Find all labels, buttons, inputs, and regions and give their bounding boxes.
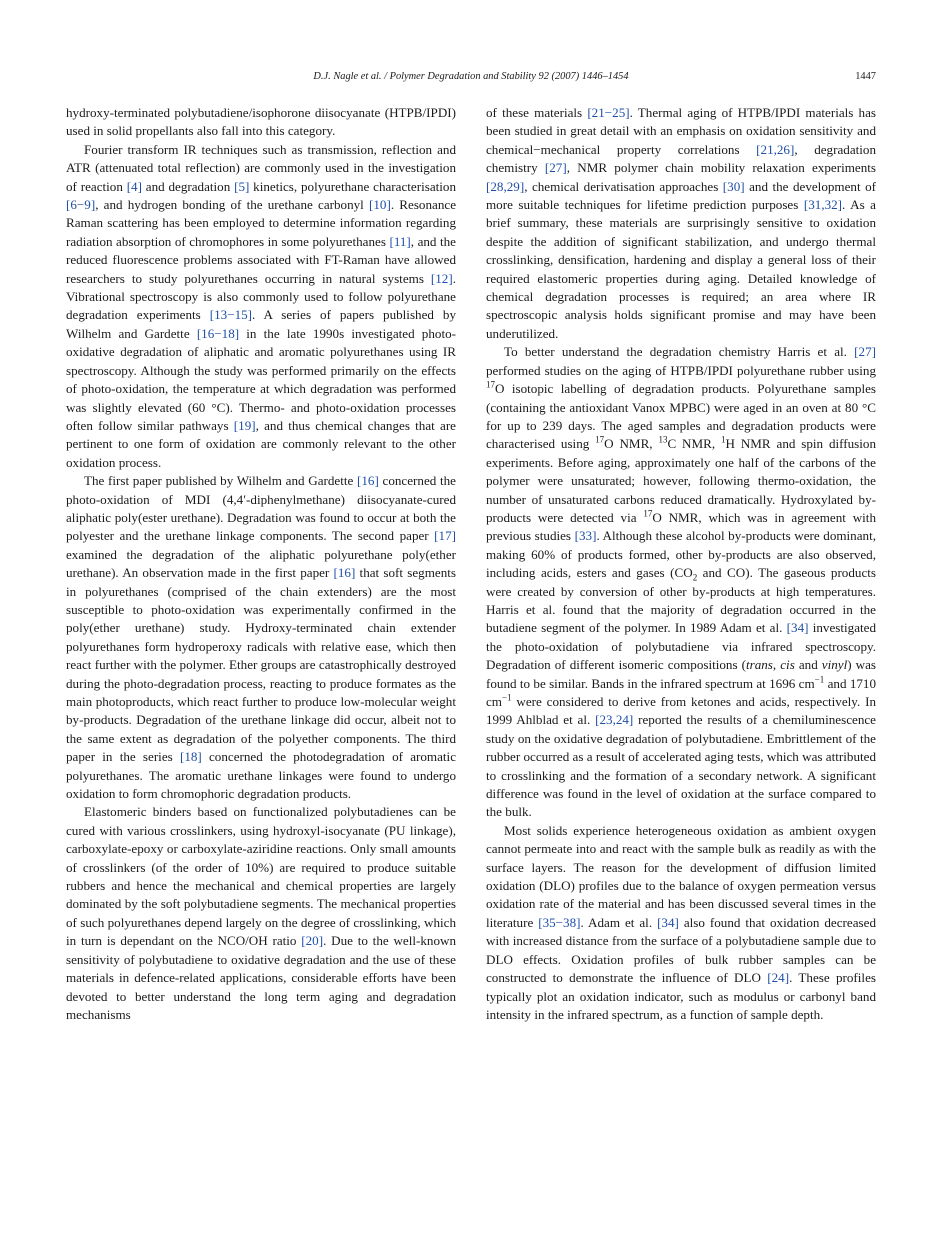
citation-link[interactable]: [20] <box>301 933 324 949</box>
citation-link[interactable]: [28,29] <box>486 178 525 194</box>
paragraph: Elastomeric binders based on functionalized polybutadienes can be cured with various crosslinkers, using hydroxyl-isocyanate (PU linkage), carboxylate-epoxy or carboxylate-aziridine reactions. Only small amounts of crosslinkers (of the order of 10%) are required to produce suitable rubbers and hence the mechanical and chemical properties are largely dominated by the soft polybutadiene segments. The mechanical properties of such polyurethanes depend largely on the degree of crosslinking, which in turn is dependant on the NCO/OH ratio [20]. Due to the well-known sensitivity of polybutadiene to oxidative degradation and the use of these materials in defence-related applications, considerable efforts have been devoted to better understand the long term aging and degradation mechanisms <box>66 804 456 1022</box>
citation-link[interactable]: [10] <box>369 197 391 213</box>
citation-link[interactable]: [30] <box>722 178 745 194</box>
citation-link[interactable]: [33] <box>574 528 597 544</box>
paragraph: hydroxy-terminated polybutadiene/isophorone diisocyanate (HTPB/IPDI) used in solid propellants also fall into this category. <box>66 105 456 139</box>
citation-link[interactable]: [12] <box>430 270 453 286</box>
citation-link[interactable]: [16−18] <box>196 325 240 341</box>
citation-link[interactable]: [6−9] <box>66 197 96 213</box>
citation-link[interactable]: [24] <box>767 970 790 986</box>
citation-link[interactable]: [27] <box>854 344 876 360</box>
citation-link[interactable]: [18] <box>179 749 202 765</box>
right-column <box>486 104 876 1024</box>
citation-link[interactable]: [21,26] <box>756 141 795 157</box>
citation-link[interactable]: [11] <box>389 233 411 249</box>
citation-link[interactable]: [21−25] <box>587 105 630 120</box>
citation-link[interactable]: [13−15] <box>209 307 253 323</box>
citation-link[interactable]: [31,32] <box>803 197 843 213</box>
citation-link[interactable]: [23,24] <box>595 712 634 728</box>
page-header <box>66 71 876 87</box>
citation-link[interactable]: [5] <box>234 178 250 194</box>
citation-link[interactable]: [19] <box>233 417 256 433</box>
citation-link[interactable]: [34] <box>786 620 809 636</box>
citation-link[interactable]: [35−38] <box>538 914 581 930</box>
citation-link[interactable]: [16] <box>333 565 356 581</box>
citation-link[interactable]: [4] <box>126 178 142 194</box>
paragraph: of these materials [21−25]. Thermal aging of HTPB/IPDI materials has been studied in great detail with an emphasis on oxidation sensitivity and chemical−mechanical property correlations [21,26], degradation chemistry [27], NMR polymer chain mobility relaxation experiments [28,29], chemical derivatisation approaches [30] and the development of more suitable techniques for lifetime prediction purposes [31,32]. As a brief summary, these materials are surprisingly sensitive to oxidation despite the addition of significant stabilization, and undergo thermal crosslinking, densification, hardening and display a general loss of their required elastomeric properties during aging. Detailed knowledge of chemical degradation processes is required; an area where IR spectroscopic analysis holds significant promise and may have been underutilized. <box>486 105 877 341</box>
paragraph: Fourier transform IR techniques such as transmission, reflection and ATR (attenuated total reflection) are commonly used in the investigation of reaction [4] and degradation [5] kinetics, polyurethane characterisation [6−9], and hydrogen bonding of the urethane carbonyl [10]. Resonance Raman scattering has been employed to determine information regarding radiation absorption of chromophores in some polyurethanes [11], and the reduced fluorescence problems associated with FT-Raman have allowed researchers to study polyurethanes occurring in natural systems [12]. Vibrational spectroscopy is also commonly used to follow polyurethane degradation experiments [13−15]. A series of papers published by Wilhelm and Gardette [16−18] in the late 1990s investigated photo-oxidative degradation of aliphatic and aromatic polyurethanes using IR spectroscopy. Although the study was performed primarily on the effects of photo-oxidation, the temperature at which degradation was performed was slightly elevated (60 °C). Thermo- and photo-oxidation processes often follow similar pathways [19], and thus chemical changes that are pertinent to one form of oxidation are commonly relevant to the other oxidation process. <box>66 141 457 470</box>
running-title: D.J. Nagle et al. / Polymer Degradation and Stability 92 (2007) 1446–1454 <box>313 71 629 82</box>
citation-link[interactable]: [16] <box>357 473 379 489</box>
citation-link[interactable]: [27] <box>544 160 567 176</box>
citation-link[interactable]: [34] <box>657 914 679 930</box>
paragraph: To better understand the degradation chemistry Harris et al. [27] performed studies on the aging of HTPB/IPDI polyurethane rubber using $^{17}$O isotopic labelling of degradation products. Polyurethane samples (containing the antioxidant Vanox MPBC) were aged in an oven at 80 °C for up to 239 days. The aged samples and degradation products were characterised using $^{17}$O NMR, $^{13}$C NMR, $^1$H NMR and spin diffusion experiments. Before aging, approximately one half of the carbons of the polymer were unsaturated; however, following thermo-oxidation, the number of unsaturated carbons reduced dramatically. Hydroxylated by-products were detected via $^{17}$O NMR, which was in agreement with previous studies [33]. Although these alcohol by-products were dominant, making 60% of products formed, other by-products are also observed, including acids, esters and gases ($CO_2$ and CO). The gaseous products were created by conversion of other by-products at high temperatures. Harris et al. found that the majority of degradation occurred in the butadiene segment of the polymer. In 1989 Adam et al. [34] investigated the photo-oxidation of polybutadiene via infrared spectroscopy. Degradation of different isomeric compositions (trans, cis and vinyl) was found to be similar. Bands in the infrared spectrum at 1696 $cm^{-1}$ and 1710 $cm^{-1}$ were considered to derive from ketones and acids, respectively. In 1999 Ahlblad et al. [23,24] reported the results of a chemiluminescence study on the oxidative degradation of polybutadiene. Embrittlement of the rubber occurred as a result of accelerated aging tests, which was attributed to crosslinking and the formation of a secondary network. A significant difference was found in the level of oxidation at the surface compared to the bulk. <box>486 344 877 820</box>
citation-link[interactable]: [17] <box>434 528 456 544</box>
paragraph: Most solids experience heterogeneous oxidation as ambient oxygen cannot permeate into and react with the sample bulk as readily as with the surface layers. The reason for the development of diffusion limited oxidation (DLO) profiles due to the balance of oxygen permeation versus oxidation rate of the material and has been discussed several times in the literature [35−38]. Adam et al. [34] also found that oxidation decreased with increased distance from the surface of a polybutadiene sample due to DLO effects. Oxidation profiles of bulk rubber samples can be constructed to demonstrate the influence of DLO [24]. These profiles typically plot an oxidation indicator, such as modulus or carbonyl band intensity in the infrared spectrum, as a function of sample depth. <box>486 822 876 1022</box>
left-column <box>66 104 456 1024</box>
paragraph: The first paper published by Wilhelm and Gardette [16] concerned the photo-oxidation of MDI (4,4′-diphenylmethane) diisocyanate-cured aliphatic poly(ester urethane). Degradation was found to occur at both the polyester and the urethane linkage components. The second paper [17] examined the degradation of the aliphatic polyurethane poly(ether urethane). An observation made in the first paper [16] that soft segments in polyurethanes (comprised of the chain extenders) are the most susceptible to photo-oxidation was experimentally confirmed in the poly(ether urethane) study. Hydroxy-terminated chain extender polyurethanes form hydroperoxy radicals with relative ease, which then react further with the polymer. Ether groups are catastrophically destroyed during the photo-degradation process, reacting to produce formates as the main photoproducts, which react further to produce low-molecular weight by-products. Degradation of the urethane linkage did occur, albeit not to the same extent as degradation of the polyether components. The third paper in the series [18] concerned the photodegradation of aromatic polyurethanes. The aromatic urethane linkages were found to undergo oxidation to form chromophoric degradation products. <box>66 473 457 802</box>
page-number: 1447 <box>855 71 876 82</box>
